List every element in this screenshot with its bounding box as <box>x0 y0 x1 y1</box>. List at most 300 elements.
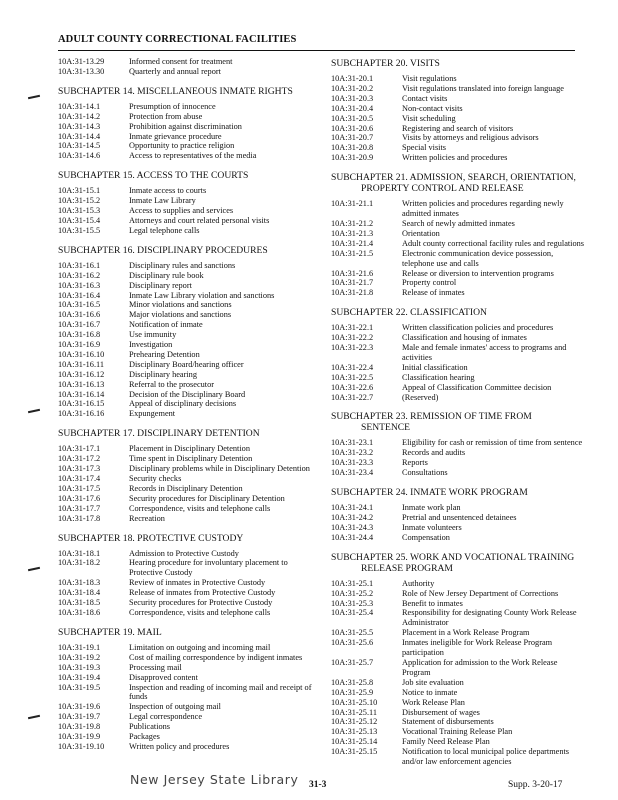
section-code: 10A:31-14.2 <box>58 111 101 121</box>
section-code: 10A:31-19.5 <box>58 682 101 692</box>
section-title: Visits by attorneys and religious advisors <box>402 133 539 143</box>
toc-entry <box>331 114 585 124</box>
section-code: 10A:31-14.5 <box>58 141 101 151</box>
toc-entry <box>331 94 585 104</box>
section-code: 10A:31-17.8 <box>58 513 101 523</box>
toc-entry <box>58 281 312 291</box>
toc-entry <box>331 104 585 114</box>
section-code: 10A:31-19.6 <box>58 702 101 712</box>
margin-mark <box>28 409 40 413</box>
section-title: Inmate volunteers <box>402 522 462 532</box>
toc-entry <box>331 628 585 638</box>
section-title: Correspondence, visits and telephone calls <box>129 503 271 513</box>
section-code: 10A:31-16.13 <box>58 379 105 389</box>
toc-entry <box>331 503 585 513</box>
section-title: Inmate access to courts <box>129 186 207 196</box>
subchapter-title: SUBCHAPTER 14. MISCELLANEOUS INMATE RIGHTS <box>58 85 293 97</box>
section-title: Inmate Law Library violation and sanctions <box>129 290 275 300</box>
section-title: Inspection and reading of incoming mail and receipt of funds <box>129 682 312 702</box>
toc-entry <box>331 468 585 478</box>
section-title: Investigation <box>129 340 173 350</box>
section-code: 10A:31-20.6 <box>331 123 374 133</box>
section-code: 10A:31-22.3 <box>331 343 374 353</box>
header-rule <box>58 50 575 51</box>
section-title: Attorneys and court related personal visits <box>129 215 270 225</box>
section-code: 10A:31-25.10 <box>331 697 378 707</box>
toc-entry <box>58 206 312 216</box>
section-code: 10A:31-25.15 <box>331 747 378 757</box>
section-code: 10A:31-16.5 <box>58 300 101 310</box>
section-title: Release of inmates <box>402 288 465 298</box>
toc-entry <box>331 658 585 678</box>
toc-entry <box>331 608 585 628</box>
section-code: 10A:31-14.6 <box>58 151 101 161</box>
section-code: 10A:31-22.7 <box>331 392 374 402</box>
section-code: 10A:31-14.1 <box>58 101 101 111</box>
subchapter-heading <box>58 245 312 256</box>
section-title: Inspection of outgoing mail <box>129 702 221 712</box>
subchapter-heading <box>58 170 312 181</box>
margin-mark <box>28 715 40 719</box>
subchapter-title: SUBCHAPTER 25. WORK AND VOCATIONAL TRAINING <box>331 551 575 563</box>
section-code: 10A:31-20.2 <box>331 83 374 93</box>
section-code: 10A:31-24.2 <box>331 513 374 522</box>
section-code: 10A:31-16.15 <box>58 399 105 409</box>
toc-entry <box>58 663 312 673</box>
section-code: 10A:31-21.4 <box>331 238 374 248</box>
toc-entry <box>331 727 585 737</box>
section-code: 10A:31-20.5 <box>331 113 374 123</box>
toc-entry <box>58 494 312 504</box>
toc-entry <box>331 239 585 249</box>
section-code: 10A:31-20.1 <box>331 74 374 83</box>
section-code: 10A:31-21.1 <box>331 199 374 209</box>
toc-entry <box>58 67 312 77</box>
section-code: 10A:31-13.30 <box>58 66 105 76</box>
section-title: Benefit to inmates <box>402 598 463 608</box>
toc-entry <box>58 360 312 370</box>
section-code: 10A:31-15.2 <box>58 196 101 206</box>
section-title: Presumption of innocence <box>129 101 216 111</box>
section-title: Disciplinary rule book <box>129 270 204 280</box>
toc-entry <box>331 448 585 458</box>
section-title: Prohibition against discrimination <box>129 121 242 131</box>
section-code: 10A:31-19.10 <box>58 741 105 751</box>
section-code: 10A:31-16.14 <box>58 389 105 399</box>
toc-entry <box>58 261 312 271</box>
subchapter-heading <box>331 552 585 574</box>
section-code: 10A:31-19.2 <box>58 652 101 662</box>
subchapter-heading <box>331 307 585 318</box>
section-title: Disbursement of wages <box>402 707 480 717</box>
section-code: 10A:31-20.7 <box>331 133 374 143</box>
section-code: 10A:31-18.3 <box>58 578 101 588</box>
section-code: 10A:31-19.4 <box>58 672 101 682</box>
section-title: Hearing procedure for involuntary placement to Protective Custody <box>129 558 288 578</box>
section-title: Use immunity <box>129 330 177 340</box>
toc-entry <box>331 747 585 767</box>
toc-entry <box>331 393 585 403</box>
toc-entry <box>58 291 312 301</box>
section-code: 10A:31-16.11 <box>58 359 105 369</box>
section-title: Review of inmates in Protective Custody <box>129 578 266 588</box>
toc-entry <box>331 269 585 279</box>
toc-entry <box>58 310 312 320</box>
supplement-date: Supp. 3-20-17 <box>508 780 563 790</box>
section-title: Contact visits <box>402 93 448 103</box>
section-title: Classification hearing <box>402 372 475 382</box>
toc-entry <box>331 533 585 543</box>
toc-entry <box>331 124 585 134</box>
section-title: Security procedures for Protective Custody <box>129 598 273 608</box>
toc-entry <box>58 474 312 484</box>
section-title: Written classification policies and procedures <box>402 323 554 333</box>
subchapter-title: SUBCHAPTER 22. CLASSIFICATION <box>331 307 487 319</box>
section-code: 10A:31-19.9 <box>58 732 101 742</box>
toc-entry <box>58 732 312 742</box>
toc-entry <box>58 399 312 409</box>
section-title: Placement in a Work Release Program <box>402 628 530 638</box>
section-code: 10A:31-17.7 <box>58 503 101 513</box>
section-title: Responsibility for designating County Work Release Administrator <box>402 608 577 628</box>
section-title: Orientation <box>402 228 440 238</box>
section-title: Initial classification <box>402 362 468 372</box>
section-code: 10A:31-17.2 <box>58 454 101 464</box>
section-title: Notification of inmate <box>129 320 203 330</box>
section-code: 10A:31-15.1 <box>58 186 101 196</box>
toc-entry <box>58 484 312 494</box>
toc-entry <box>331 288 585 298</box>
section-code: 10A:31-17.1 <box>58 444 101 454</box>
subchapter-heading <box>331 411 585 433</box>
subchapter-heading <box>331 58 585 69</box>
section-title: Compensation <box>402 532 450 542</box>
section-code: 10A:31-25.13 <box>331 727 378 737</box>
section-code: 10A:31-13.29 <box>58 57 105 66</box>
subchapter-title: SUBCHAPTER 20. VISITS <box>331 58 440 69</box>
section-code: 10A:31-25.2 <box>331 588 374 598</box>
section-title: Appeal of disciplinary decisions <box>129 399 237 409</box>
section-title: Application for admission to the Work Release Program <box>402 657 558 677</box>
toc-entry <box>331 219 585 229</box>
toc-entry <box>331 678 585 688</box>
toc-entry <box>58 226 312 236</box>
toc-entry <box>58 57 312 67</box>
section-title: Protection from abuse <box>129 111 203 121</box>
section-code: 10A:31-19.8 <box>58 722 101 732</box>
section-code: 10A:31-16.8 <box>58 330 101 340</box>
toc-entry <box>331 323 585 333</box>
section-code: 10A:31-20.9 <box>331 153 374 163</box>
section-code: 10A:31-25.11 <box>331 707 378 717</box>
toc-entry <box>58 702 312 712</box>
toc-entry <box>58 549 312 559</box>
section-code: 10A:31-16.3 <box>58 280 101 290</box>
subchapter-title: SUBCHAPTER 18. PROTECTIVE CUSTODY <box>58 532 244 544</box>
section-code: 10A:31-21.2 <box>331 218 374 228</box>
toc-entry <box>58 742 312 752</box>
section-code: 10A:31-14.4 <box>58 131 101 141</box>
section-title: Inmates ineligible for Work Release Program participation <box>402 638 553 658</box>
section-title: Registering and search of visitors <box>402 123 514 133</box>
section-code: 10A:31-22.5 <box>331 372 374 382</box>
section-title: Statement of disbursements <box>402 717 494 727</box>
toc-entry <box>58 578 312 588</box>
section-title: Appeal of Classification Committee decision <box>402 382 552 392</box>
section-code: 10A:31-22.4 <box>331 362 374 372</box>
toc-entry <box>331 229 585 239</box>
toc-entry <box>58 380 312 390</box>
toc-entry <box>58 271 312 281</box>
section-title: Written policies and procedures regarding newly admitted inmates <box>402 199 564 219</box>
toc-entry <box>58 216 312 226</box>
subchapter-title: SUBCHAPTER 21. ADMISSION, SEARCH, ORIENTATION, <box>331 172 576 184</box>
toc-entry <box>331 278 585 288</box>
subchapter-title-continued: PROPERTY CONTROL AND RELEASE <box>361 183 524 195</box>
toc-entry <box>331 523 585 533</box>
subchapter-title: SUBCHAPTER 24. INMATE WORK PROGRAM <box>331 487 528 499</box>
section-title: Disciplinary report <box>129 280 192 290</box>
toc-entry <box>331 513 585 523</box>
section-code: 10A:31-16.7 <box>58 320 101 330</box>
toc-entry <box>58 444 312 454</box>
section-code: 10A:31-16.6 <box>58 310 101 320</box>
toc-entry <box>58 653 312 663</box>
section-code: 10A:31-25.9 <box>331 687 374 697</box>
toc-entry <box>58 112 312 122</box>
section-title: Minor violations and sanctions <box>129 300 232 310</box>
toc-entry <box>331 698 585 708</box>
section-code: 10A:31-19.1 <box>58 642 101 652</box>
section-title: Inmate work plan <box>402 503 461 513</box>
section-code: 10A:31-23.2 <box>331 448 374 458</box>
section-title: Inmate grievance procedure <box>129 131 222 141</box>
section-code: 10A:31-16.9 <box>58 340 101 350</box>
section-code: 10A:31-17.3 <box>58 464 101 474</box>
section-code: 10A:31-15.4 <box>58 215 101 225</box>
section-title: Disapproved content <box>129 672 198 682</box>
toc-entry <box>331 599 585 609</box>
section-code: 10A:31-18.6 <box>58 607 101 617</box>
section-title: Access to supplies and services <box>129 206 234 216</box>
section-code: 10A:31-21.6 <box>331 268 374 278</box>
subchapter-title: SUBCHAPTER 15. ACCESS TO THE COURTS <box>58 170 249 182</box>
toc-entry <box>58 196 312 206</box>
subchapter-heading <box>58 627 312 638</box>
section-title: Disciplinary hearing <box>129 369 197 379</box>
section-title: Disciplinary rules and sanctions <box>129 260 236 270</box>
section-code: 10A:31-22.2 <box>331 333 374 343</box>
toc-entry <box>58 588 312 598</box>
toc-entry <box>331 589 585 599</box>
section-code: 10A:31-20.8 <box>331 143 374 153</box>
toc-entry <box>331 333 585 343</box>
section-code: 10A:31-25.6 <box>331 638 374 648</box>
section-code: 10A:31-18.1 <box>58 548 101 558</box>
section-code: 10A:31-16.4 <box>58 290 101 300</box>
section-code: 10A:31-16.16 <box>58 409 105 419</box>
toc-entry <box>331 153 585 163</box>
section-title: Authority <box>402 578 435 588</box>
running-header: ADULT COUNTY CORRECTIONAL FACILITIES <box>58 34 297 45</box>
section-code: 10A:31-22.1 <box>331 323 374 333</box>
section-code: 10A:31-25.4 <box>331 608 374 618</box>
right-column <box>331 57 585 767</box>
section-title: Male and female inmates' access to programs and activities <box>402 343 567 362</box>
section-title: Disciplinary Board/hearing officer <box>129 359 244 369</box>
section-code: 10A:31-19.3 <box>58 662 101 672</box>
toc-entry <box>58 132 312 142</box>
toc-entry <box>331 199 585 219</box>
section-code: 10A:31-24.3 <box>331 522 374 532</box>
subchapter-heading <box>331 487 585 498</box>
section-title: Visit regulations <box>402 74 457 83</box>
section-title: Processing mail <box>129 662 182 672</box>
section-title: Publications <box>129 722 171 732</box>
toc-entry <box>58 722 312 732</box>
toc-entry <box>58 673 312 683</box>
section-title: Family Need Release Plan <box>402 737 490 747</box>
section-title: Visit regulations translated into foreign language <box>402 83 564 93</box>
toc-entry <box>58 598 312 608</box>
section-title: Security procedures for Disciplinary Detention <box>129 493 285 503</box>
section-code: 10A:31-21.7 <box>331 278 374 288</box>
section-code: 10A:31-16.2 <box>58 270 101 280</box>
section-code: 10A:31-25.5 <box>331 628 374 638</box>
section-title: Records and audits <box>402 448 466 458</box>
section-code: 10A:31-24.4 <box>331 532 374 542</box>
section-code: 10A:31-16.1 <box>58 260 101 270</box>
toc-entry <box>58 464 312 474</box>
section-code: 10A:31-18.4 <box>58 588 101 598</box>
section-title: Records in Disciplinary Detention <box>129 483 243 493</box>
section-title: Recreation <box>129 513 165 523</box>
section-code: 10A:31-25.12 <box>331 717 378 727</box>
section-title: Major violations and sanctions <box>129 310 232 320</box>
section-title: Notification to local municipal police departments and/or law enforcement agencies <box>402 747 570 767</box>
section-title: Opportunity to practice religion <box>129 141 235 151</box>
toc-entry <box>331 74 585 84</box>
section-title: Work Release Plan <box>402 697 465 707</box>
section-code: 10A:31-20.4 <box>331 103 374 113</box>
toc-entry <box>331 133 585 143</box>
section-code: 10A:31-21.5 <box>331 248 374 258</box>
toc-entry <box>58 320 312 330</box>
toc-entry <box>331 717 585 727</box>
section-title: Expungement <box>129 409 176 419</box>
subchapter-heading <box>58 533 312 544</box>
section-title: Time spent in Disciplinary Detention <box>129 454 253 464</box>
section-title: Security checks <box>129 474 182 483</box>
toc-entry <box>58 102 312 112</box>
toc-entry <box>58 558 312 578</box>
section-title: Cost of mailing correspondence by indigent inmates <box>129 652 303 662</box>
subchapter-heading <box>331 172 585 194</box>
section-code: 10A:31-25.1 <box>331 578 374 588</box>
toc-entry <box>331 249 585 269</box>
section-title: Role of New Jersey Department of Corrections <box>402 588 559 598</box>
toc-entry <box>58 683 312 703</box>
section-title: Job site evaluation <box>402 677 464 687</box>
section-code: 10A:31-19.7 <box>58 712 101 722</box>
toc-entry <box>331 373 585 383</box>
page-number: 31-3 <box>309 780 327 790</box>
toc-entry <box>58 370 312 380</box>
section-title: Pretrial and unsentenced detainees <box>402 513 517 522</box>
toc-entry <box>58 390 312 400</box>
subchapter-title: SUBCHAPTER 17. DISCIPLINARY DETENTION <box>58 428 260 440</box>
section-code: 10A:31-21.3 <box>331 228 374 238</box>
section-title: Prehearing Detention <box>129 349 200 359</box>
subchapter-heading <box>58 428 312 439</box>
section-title: Special visits <box>402 143 447 153</box>
section-code: 10A:31-14.3 <box>58 121 101 131</box>
section-title: Limitation on outgoing and incoming mail <box>129 642 271 652</box>
toc-entry <box>58 122 312 132</box>
subchapter-heading <box>58 86 312 97</box>
toc-entry <box>331 383 585 393</box>
section-code: 10A:31-20.3 <box>331 93 374 103</box>
section-code: 10A:31-18.5 <box>58 598 101 608</box>
section-title: Eligibility for cash or remission of time from sentence <box>402 438 583 448</box>
toc-entry <box>331 143 585 153</box>
section-code: 10A:31-24.1 <box>331 503 374 513</box>
toc-entry <box>58 608 312 618</box>
section-title: Packages <box>129 732 160 742</box>
section-code: 10A:31-25.3 <box>331 598 374 608</box>
section-code: 10A:31-22.6 <box>331 382 374 392</box>
section-code: 10A:31-18.2 <box>58 558 101 568</box>
toc-entry <box>331 579 585 589</box>
section-code: 10A:31-17.5 <box>58 483 101 493</box>
toc-entry <box>331 84 585 94</box>
section-title: Admission to Protective Custody <box>129 548 239 558</box>
toc-entry <box>58 514 312 524</box>
section-title: Inmate Law Library <box>129 196 196 206</box>
library-stamp: New Jersey State Library <box>130 772 299 787</box>
toc-entry <box>331 438 585 448</box>
section-title: Written policies and procedures <box>402 153 508 163</box>
margin-mark <box>28 567 40 571</box>
section-title: Property control <box>402 278 457 288</box>
section-title: Disciplinary problems while in Disciplinary Detention <box>129 464 310 474</box>
section-code: 10A:31-17.6 <box>58 493 101 503</box>
section-title: Quarterly and annual report <box>129 66 221 76</box>
section-title: (Reserved) <box>402 392 439 402</box>
toc-entry <box>331 708 585 718</box>
section-title: Search of newly admitted inmates <box>402 218 515 228</box>
margin-mark <box>28 95 40 99</box>
toc-entry <box>58 350 312 360</box>
section-title: Legal correspondence <box>129 712 203 722</box>
section-title: Electronic communication device possession, telephone use and calls <box>402 248 554 268</box>
section-code: 10A:31-23.3 <box>331 458 374 468</box>
section-code: 10A:31-21.8 <box>331 288 374 298</box>
section-title: Decision of the Disciplinary Board <box>129 389 246 399</box>
section-title: Release or diversion to intervention programs <box>402 268 554 278</box>
toc-entry <box>331 363 585 373</box>
section-code: 10A:31-15.3 <box>58 206 101 216</box>
section-title: Correspondence, visits and telephone calls <box>129 607 271 617</box>
section-title: Vocational Training Release Plan <box>402 727 513 737</box>
section-code: 10A:31-23.4 <box>331 468 374 478</box>
section-title: Release of inmates from Protective Custody <box>129 588 276 598</box>
toc-entry <box>331 737 585 747</box>
toc-entry <box>331 343 585 363</box>
subchapter-title: SUBCHAPTER 16. DISCIPLINARY PROCEDURES <box>58 244 268 256</box>
section-code: 10A:31-25.8 <box>331 677 374 687</box>
section-title: Placement in Disciplinary Detention <box>129 444 250 454</box>
